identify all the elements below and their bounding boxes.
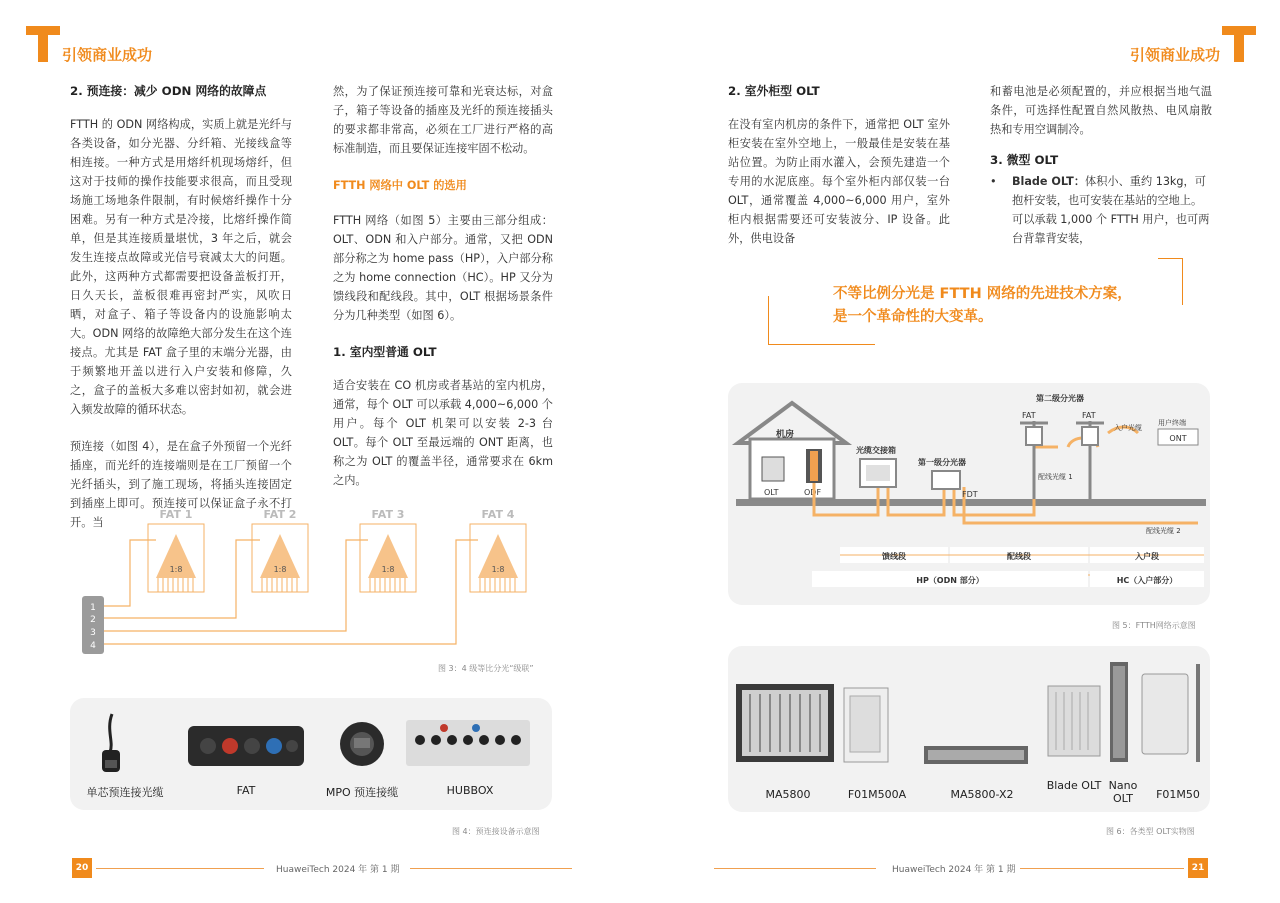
figure-4-products <box>84 710 544 780</box>
fat-box-image <box>188 726 304 766</box>
figure-5-caption: 图 5：FTTH网络示意图 <box>1112 621 1196 630</box>
figure-4-panel <box>70 698 552 810</box>
pull-quote <box>833 283 1132 329</box>
figure-5-ftth-diagram <box>728 383 1210 605</box>
quote-bracket-top <box>1158 258 1183 305</box>
ont-label: ONT <box>1169 434 1187 443</box>
page-number-left: 20 <box>72 858 92 878</box>
product-label: Blade OLT <box>1046 779 1102 792</box>
right-column-2 <box>990 82 1212 248</box>
heading-preconnection: 2. 预连接：减少 ODN 网络的故障点 <box>70 84 267 98</box>
olt-label: OLT <box>764 488 779 497</box>
feeder-label: 馈线段 <box>882 552 906 561</box>
footer-publication-right: HuaweiTech 2024 年 第 1 期 <box>892 865 1016 875</box>
right-column-1 <box>728 82 950 266</box>
hc-label: HC（入户部分） <box>1116 576 1178 585</box>
heading-micro-olt: 3. 微型 OLT <box>990 153 1059 167</box>
bullet-text: 体积小、重约 13kg，可抱杆安装，也可安装在基站的空地上。可以承载 1,000 个 FTTH 用户，也可两台背靠背安装， <box>1012 175 1210 245</box>
logo-t-icon-right <box>1222 26 1256 62</box>
figure-3-caption: 图 3：4 级等比分光“级联” <box>438 664 534 673</box>
mpo-cable-image <box>340 722 384 766</box>
product-label: F01M500A <box>847 788 907 801</box>
section-title-right: 引领商业成功 <box>1130 46 1221 64</box>
bullet-dot: • <box>990 175 997 188</box>
port-label: 1 <box>90 603 96 613</box>
blade-olt-image <box>1048 686 1100 756</box>
left-column-1 <box>70 82 292 550</box>
fat-group-4 <box>470 508 526 592</box>
figure-6-caption: 图 6：各类型 OLT实物图 <box>1106 827 1195 836</box>
f01m500a-image <box>844 688 888 762</box>
cable-cabinet-icon <box>856 445 896 487</box>
paragraph: 预连接（如图 4），是在盒子外预留一个光纤插座，而光纤的连接端则是在工厂预留一个光纤插头，到了施工现场，将插头连接固定到插座上即可。预连接可以保证盒子永不打开。当 <box>70 440 292 529</box>
ratio-label: 1:8 <box>273 565 287 574</box>
product-label: Nano OLT <box>1108 779 1138 805</box>
bullet-blade-olt <box>990 172 1212 248</box>
product-label: HUBBOX <box>446 784 494 797</box>
house-icon <box>738 403 846 499</box>
bullet-term: Blade OLT： <box>1012 175 1086 188</box>
figure-5-panel <box>728 383 1210 605</box>
ma5800-x2-image <box>924 746 1028 764</box>
distribution-label: 配线段 <box>1007 552 1031 561</box>
paragraph: 适合安装在 CO 机房或者基站的室内机房，通常，每个 OLT 可以承载 4,000~6,000 个用户。每个 OLT 机架可以安装 2-3 台 OLT。每个 OLT 至最远端的 ONT 距离，也称之为 OLT 的覆盖半径，通常要求在 6km 之内。 <box>333 379 553 487</box>
figure-6-products <box>728 654 1210 764</box>
drop-cable-label: 入户光缆 <box>1114 424 1142 432</box>
section-title-left: 引领商业成功 <box>62 46 153 64</box>
fat-label: FAT 3 <box>371 508 405 521</box>
f01m50-image <box>1142 664 1198 762</box>
port-label: 4 <box>90 641 96 651</box>
figure-6-panel <box>728 646 1210 812</box>
product-label: MPO 预连接缆 <box>325 786 399 799</box>
footer-divider <box>714 868 876 869</box>
page-number-right: 21 <box>1188 858 1208 878</box>
segment-bars <box>812 547 1204 587</box>
pull-quote-line: 不等比例分光是 FTTH 网络的先进技术方案， <box>833 286 1132 302</box>
port-label: 3 <box>90 628 96 638</box>
fat-box-icon <box>1082 427 1098 445</box>
hubbox-image <box>406 720 530 766</box>
dist-cable-2-label: 配线光缆 2 <box>1146 527 1181 535</box>
product-label: MA5800 <box>765 788 811 801</box>
paragraph: FTTH 的 ODN 网络构成，实质上就是光纤与各类设备，如分光器、分纤箱、光接线盒等相连接。一种方式是用熔纤机现场熔纤，但这对于技师的操作技能要求很高，而且受现场施工场地条件限制，有时候熔纤操作十分困难。另有一种方式是冷接，比熔纤操作简单，但是其连接质量堪忧，3 年之后，就会发生连接点故障或光信号衰减太大的问题。此外，这两种方式都需要把设备盖板打开，日久天长，盖板很难再密封严实，风吹日晒，对盒子、箱子等设备内的设施影响太大。ODN 网络的故障绝大部分发生在这个连接点。尤其是 FAT 盒子里的末端分光器，由于频繁地开盖以进行入户安装和修障，久之，盒子的盖板大多难以密封如初，就会进入频发故障的循环状态。 <box>70 118 292 416</box>
ratio-label: 1:8 <box>169 565 183 574</box>
fat-group-2 <box>252 508 308 592</box>
fat-label: FAT 4 <box>481 508 515 521</box>
room-label: 机房 <box>776 430 795 440</box>
fat-label: FAT <box>1082 411 1096 420</box>
fdt-label: FDT <box>962 490 978 499</box>
splitter2-label: 第二级分光器 <box>1036 394 1084 403</box>
hp-label: HP（ODN 部分） <box>916 576 984 585</box>
odf-label: ODF <box>804 488 822 497</box>
first-splitter-icon <box>918 457 978 499</box>
nano-olt-image <box>1110 662 1128 762</box>
paragraph: 和蓄电池是必须配置的，并应根据当地气温条件，可选择性配置自然风散热、电风扇散热和专用空调制冷。 <box>990 85 1212 136</box>
fat-label: FAT 1 <box>159 508 193 521</box>
pull-quote-line: 是一个革命性的大变革。 <box>833 309 993 325</box>
fat-label: FAT 2 <box>263 508 297 521</box>
ratio-label: 1:8 <box>491 565 505 574</box>
footer-divider <box>1020 868 1184 869</box>
left-column-2 <box>333 82 553 508</box>
port-label: 2 <box>90 615 96 625</box>
single-fiber-cable-image <box>102 714 120 772</box>
ma5800-image <box>736 684 834 762</box>
dist-cable-1-label: 配线光缆 1 <box>1038 473 1073 481</box>
paragraph: FTTH 网络（如图 5）主要由三部分组成：OLT、ODN 和入户部分。通常，又把 ODN 部分称之为 home pass（HP），入户部分称之为 home connection（HC）。HP 又分为馈线段和配线段。其中，OLT 根据场景条件分为几种类型（如图 6）。 <box>333 214 553 322</box>
home-label: 入户段 <box>1135 552 1159 561</box>
figure-4-caption: 图 4：预连接设备示意图 <box>452 827 540 836</box>
paragraph: 然，为了保证预连接可靠和光衰达标，对盒子，箱子等设备的插座及光纤的预连接插头的要求都非常高，必须在工厂进行严格的高标准制造，而且要保证连接牢固不松动。 <box>333 85 553 155</box>
fat-group-3 <box>360 508 416 592</box>
logo-t-icon-left <box>26 26 60 62</box>
product-label: MA5800-X2 <box>950 788 1014 801</box>
footer-divider <box>410 868 572 869</box>
cabinet-label: 光缆交接箱 <box>856 446 896 455</box>
ratio-label: 1:8 <box>381 565 395 574</box>
product-label: F01M50 <box>1156 788 1200 801</box>
paragraph: 在没有室内机房的条件下，通常把 OLT 室外柜安装在室外空地上，一般最佳是安装在基站位置。为防止雨水灌入，会预先建造一个专用的水泥底座。每个室外柜内部仅装一台 OLT，通常覆盖 4,000~6,000 用户，室外柜内根据需要还可安装波分、IP 设备。此外，供电设备 <box>728 118 950 245</box>
user-terminal-label: 用户终端 <box>1158 419 1186 427</box>
heading-olt-selection: FTTH 网络中 OLT 的选用 <box>333 179 467 192</box>
fat-box-icon <box>1026 427 1042 445</box>
product-label: 单芯预连接光缆 <box>86 786 164 799</box>
footer-divider <box>96 868 264 869</box>
fat-group-1 <box>148 508 204 592</box>
figure-3-cascade-diagram <box>60 500 560 670</box>
heading-indoor-olt: 1. 室内型普通 OLT <box>333 345 437 359</box>
footer-publication-left: HuaweiTech 2024 年 第 1 期 <box>276 865 400 875</box>
product-label: FAT <box>236 784 256 797</box>
fat-label: FAT <box>1022 411 1036 420</box>
splitter1-label: 第一级分光器 <box>918 458 966 467</box>
heading-outdoor-olt: 2. 室外柜型 OLT <box>728 84 820 98</box>
